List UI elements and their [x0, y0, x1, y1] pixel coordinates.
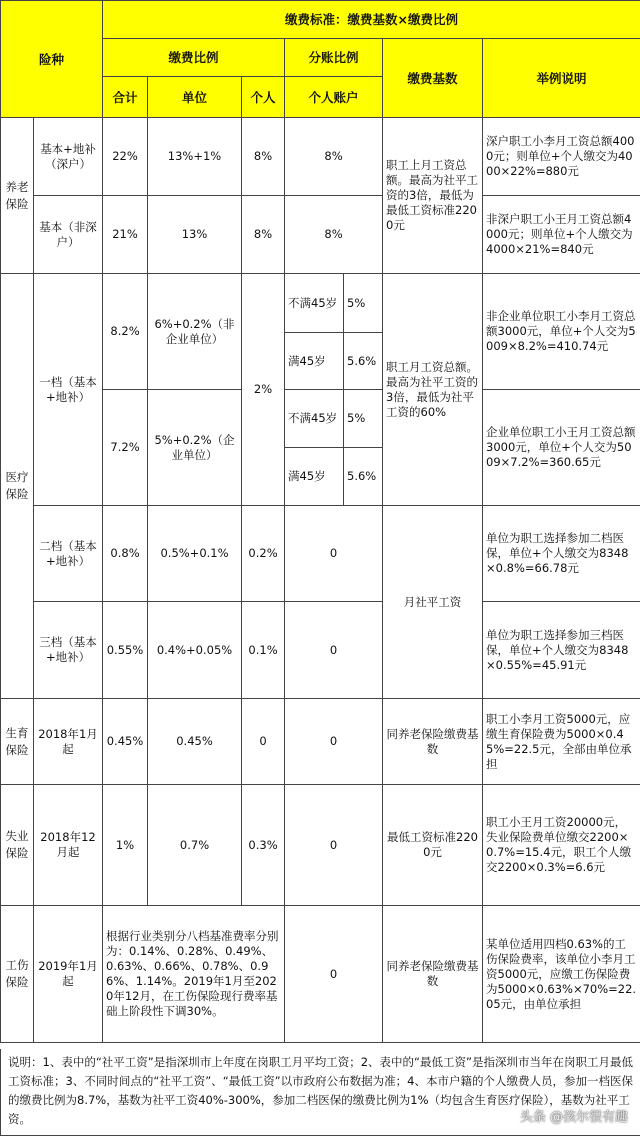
maternity-account: 0 [285, 699, 383, 785]
injury-start: 2019年1月起 [34, 906, 103, 1043]
medical-tier1-example: 非企业单位职工小李月工资总额3000元，单位+个人交为5009×8.2%=410.74元 [483, 274, 640, 390]
maternity-category: 生育保险 [1, 699, 34, 785]
maternity-employer: 0.45% [148, 699, 242, 785]
unemployment-start: 2018年12月起 [34, 785, 103, 906]
medical-tier3-individual: 0.1% [242, 602, 285, 699]
pension-row-employer: 13% [148, 196, 242, 274]
medical-tier1-total: 7.2% [103, 390, 148, 506]
maternity-total: 0.45% [103, 699, 148, 785]
medical-tier2-employer: 0.5%+0.1% [148, 506, 242, 602]
medical-tier3-account: 0 [285, 602, 383, 699]
injury-rate-text: 根据行业类别分八档基准费率分别为：0.14%、0.28%、0.49%、0.63%、0.66%、0.78%、0.96%、1.14%。2019年1月至2020年12月，在工伤保险现行费率基础上阶段性下调30%。 [103, 906, 285, 1043]
header-total: 合计 [103, 77, 148, 118]
header-rate: 缴费比例 [103, 39, 285, 77]
pension-row-example: 深户职工小李月工资总额4000元；则单位+个人缴交为4000×22%=880元 [483, 118, 640, 196]
medical-age-pct: 5% [344, 274, 383, 333]
header-split-rate: 分账比例 [285, 39, 383, 77]
injury-account: 0 [285, 906, 383, 1043]
maternity-individual: 0 [242, 699, 285, 785]
medical-tier3-name: 三档（基本+地补） [34, 602, 103, 699]
medical-tier2-individual: 0.2% [242, 506, 285, 602]
header-individual: 个人 [242, 77, 285, 118]
medical-age-pct: 5.6% [344, 448, 383, 506]
pension-row-account: 8% [285, 118, 383, 196]
pension-row-total: 21% [103, 196, 148, 274]
injury-base: 同养老保险缴费基数 [383, 906, 483, 1043]
header-employer: 单位 [148, 77, 242, 118]
medical-tier2-name: 二档（基本+地补） [34, 506, 103, 602]
footnote: 说明：1、表中的“社平工资”是指深圳市上年度在岗职工月平均工资；2、表中的“最低工资”是指深圳市当年在岗职工月最低工资标准；3、不同时间点的“社平工资”、“最低工资”以市政府公布数据为准；4、本市户籍的个人缴费人员，参加一档医保的缴费比例为8.7%，基数为社平工资40%-300%，参加二档医保的缴费比例为1%（均包含生育医疗保险），基数为社平工资。 [0, 1049, 640, 1136]
medical-tier1-total: 8.2% [103, 274, 148, 390]
medical-tier3-total: 0.55% [103, 602, 148, 699]
pension-category: 养老保险 [1, 118, 34, 274]
header-standard: 缴费标准：缴费基数×缴费比例 [103, 1, 640, 39]
pension-row-individual: 8% [242, 118, 285, 196]
header-insurance-type: 险种 [1, 1, 103, 118]
header-base: 缴费基数 [383, 39, 483, 118]
injury-category: 工伤保险 [1, 906, 34, 1043]
medical-age-group: 不满45岁 [285, 274, 344, 333]
unemployment-employer: 0.7% [148, 785, 242, 906]
pension-base: 职工上月工资总额。最高为社平工资的3倍，最低为最低工资标准2200元 [383, 118, 483, 274]
medical-age-group: 不满45岁 [285, 390, 344, 448]
header-example: 举例说明 [483, 39, 640, 118]
pension-row-total: 22% [103, 118, 148, 196]
medical-tier3-example: 单位为职工选择参加三档医保，单位+个人缴交为8348×0.55%=45.91元 [483, 602, 640, 699]
injury-example: 某单位适用四档0.63%的工伤保险费率，该单位小李月工资5000元，应缴工伤保险费为5000×0.63%×70%=22.05元，由单位承担 [483, 906, 640, 1043]
medical-tier1-employer: 6%+0.2%（非企业单位） [148, 274, 242, 390]
maternity-start: 2018年1月起 [34, 699, 103, 785]
pension-row-name: 基本+地补（深户） [34, 118, 103, 196]
medical-age-group: 满45岁 [285, 448, 344, 506]
medical-tier1-base: 职工月工资总额。最高为社平工资的3倍，最低为社平工资的60% [383, 274, 483, 506]
unemployment-category: 失业保险 [1, 785, 34, 906]
maternity-example: 职工小李月工资5000元，应缴生育保险费为5000×0.45%=22.5元，全部由单位承担 [483, 699, 640, 785]
unemployment-account: 0 [285, 785, 383, 906]
unemployment-base: 最低工资标准2200元 [383, 785, 483, 906]
medical-age-group: 满45岁 [285, 333, 344, 390]
medical-tier2-account: 0 [285, 506, 383, 602]
header-personal-account: 个人账户 [285, 77, 383, 118]
medical-tier1-employer: 5%+0.2%（企业单位） [148, 390, 242, 506]
pension-row-individual: 8% [242, 196, 285, 274]
unemployment-individual: 0.3% [242, 785, 285, 906]
medical-tier3-employer: 0.4%+0.05% [148, 602, 242, 699]
medical-tier23-base: 月社平工资 [383, 506, 483, 699]
pension-row-example: 非深户职工小王月工资总额4000元；则单位+个人缴交为4000×21%=840元 [483, 196, 640, 274]
medical-category: 医疗保险 [1, 274, 34, 699]
maternity-base: 同养老保险缴费基数 [383, 699, 483, 785]
pension-row-account: 8% [285, 196, 383, 274]
pension-row-name: 基本（非深户） [34, 196, 103, 274]
medical-tier2-example: 单位为职工选择参加二档医保，单位+个人缴交为8348×0.8%=66.78元 [483, 506, 640, 602]
unemployment-example: 职工小王月工资20000元，失业保险费单位缴交2200×0.7%=15.4元，职工个人缴交2200×0.3%=6.6元 [483, 785, 640, 906]
medical-age-pct: 5.6% [344, 333, 383, 390]
medical-age-pct: 5% [344, 390, 383, 448]
watermark-text: 头条 @孩尔很有趣 [519, 1110, 628, 1125]
medical-tier1-individual: 2% [242, 274, 285, 506]
medical-tier1-name: 一档（基本+地补） [34, 274, 103, 506]
unemployment-total: 1% [103, 785, 148, 906]
pension-row-employer: 13%+1% [148, 118, 242, 196]
medical-tier1-example: 企业单位职工小王月工资总额3000元，单位+个人交为5009×7.2%=360.65元 [483, 390, 640, 506]
medical-tier2-total: 0.8% [103, 506, 148, 602]
watermark [520, 1106, 628, 1125]
